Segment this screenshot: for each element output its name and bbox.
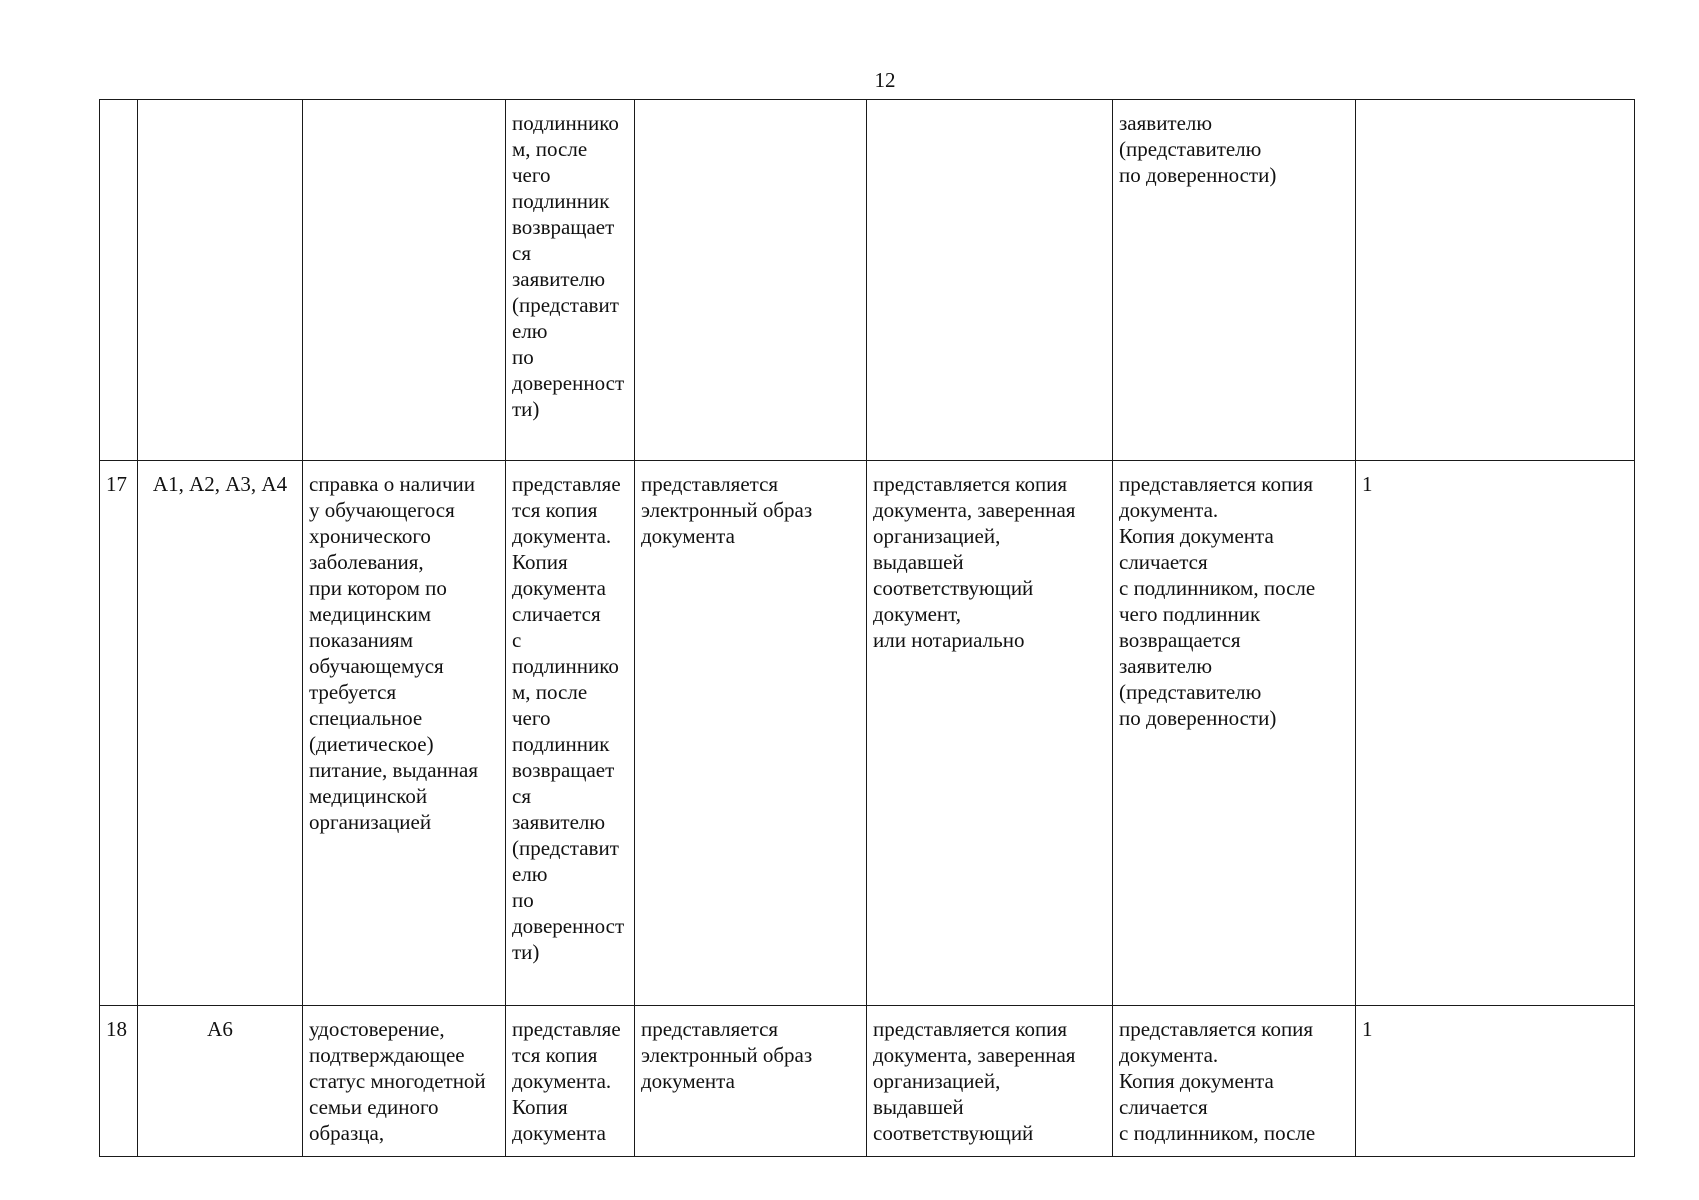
document-name-cell: удостоверение, подтверждающее статус многодетной семьи единого образца, xyxy=(303,1006,506,1157)
document-table xyxy=(99,99,1635,1157)
mfc-submission-cell: заявителю (представителю по доверенности) xyxy=(1113,100,1356,461)
page-number: 12 xyxy=(874,68,896,92)
row-number-cell: 18 xyxy=(100,1006,138,1157)
table-row xyxy=(100,100,1635,461)
category-cell: А1, А2, А3, А4 xyxy=(138,461,303,1006)
table-row xyxy=(100,1006,1635,1157)
document-name-cell xyxy=(303,100,506,461)
category-cell: А6 xyxy=(138,1006,303,1157)
mfc-submission-cell: представляется копия документа. Копия документа сличается с подлинником, после чего подлинник возвращается заявителю (представителю по доверенности) xyxy=(1113,461,1356,1006)
mail-submission-cell: представляется копия документа, заверенная организацией, выдавшей соответствующий xyxy=(867,1006,1113,1157)
category-cell xyxy=(138,100,303,461)
row-number-cell xyxy=(100,100,138,461)
row-number-cell: 17 xyxy=(100,461,138,1006)
mfc-submission-cell: представляется копия документа. Копия документа сличается с подлинником, после xyxy=(1113,1006,1356,1157)
table-row xyxy=(100,461,1635,1006)
mail-submission-cell xyxy=(867,100,1113,461)
count-cell: 1 xyxy=(1356,461,1635,1006)
electronic-submission-cell: представляется электронный образ документа xyxy=(635,461,867,1006)
original-submission-cell: подлиннико м, после чего подлинник возвращает ся заявителю (представит елю по доверенност ти) xyxy=(506,100,635,461)
electronic-submission-cell: представляется электронный образ документа xyxy=(635,1006,867,1157)
count-cell xyxy=(1356,100,1635,461)
document-name-cell: справка о наличии у обучающегося хронического заболевания, при котором по медицинским показаниям обучающемуся требуется специальное (диетическое) питание, выданная медицинской организацией xyxy=(303,461,506,1006)
mail-submission-cell: представляется копия документа, заверенная организацией, выдавшей соответствующий документ, или нотариально xyxy=(867,461,1113,1006)
original-submission-cell: представляе тся копия документа. Копия документа xyxy=(506,1006,635,1157)
electronic-submission-cell xyxy=(635,100,867,461)
original-submission-cell: представляе тся копия документа. Копия документа сличается с подлиннико м, после чего подлинник возвращает ся заявителю (представит елю по доверенност ти) xyxy=(506,461,635,1006)
count-cell: 1 xyxy=(1356,1006,1635,1157)
